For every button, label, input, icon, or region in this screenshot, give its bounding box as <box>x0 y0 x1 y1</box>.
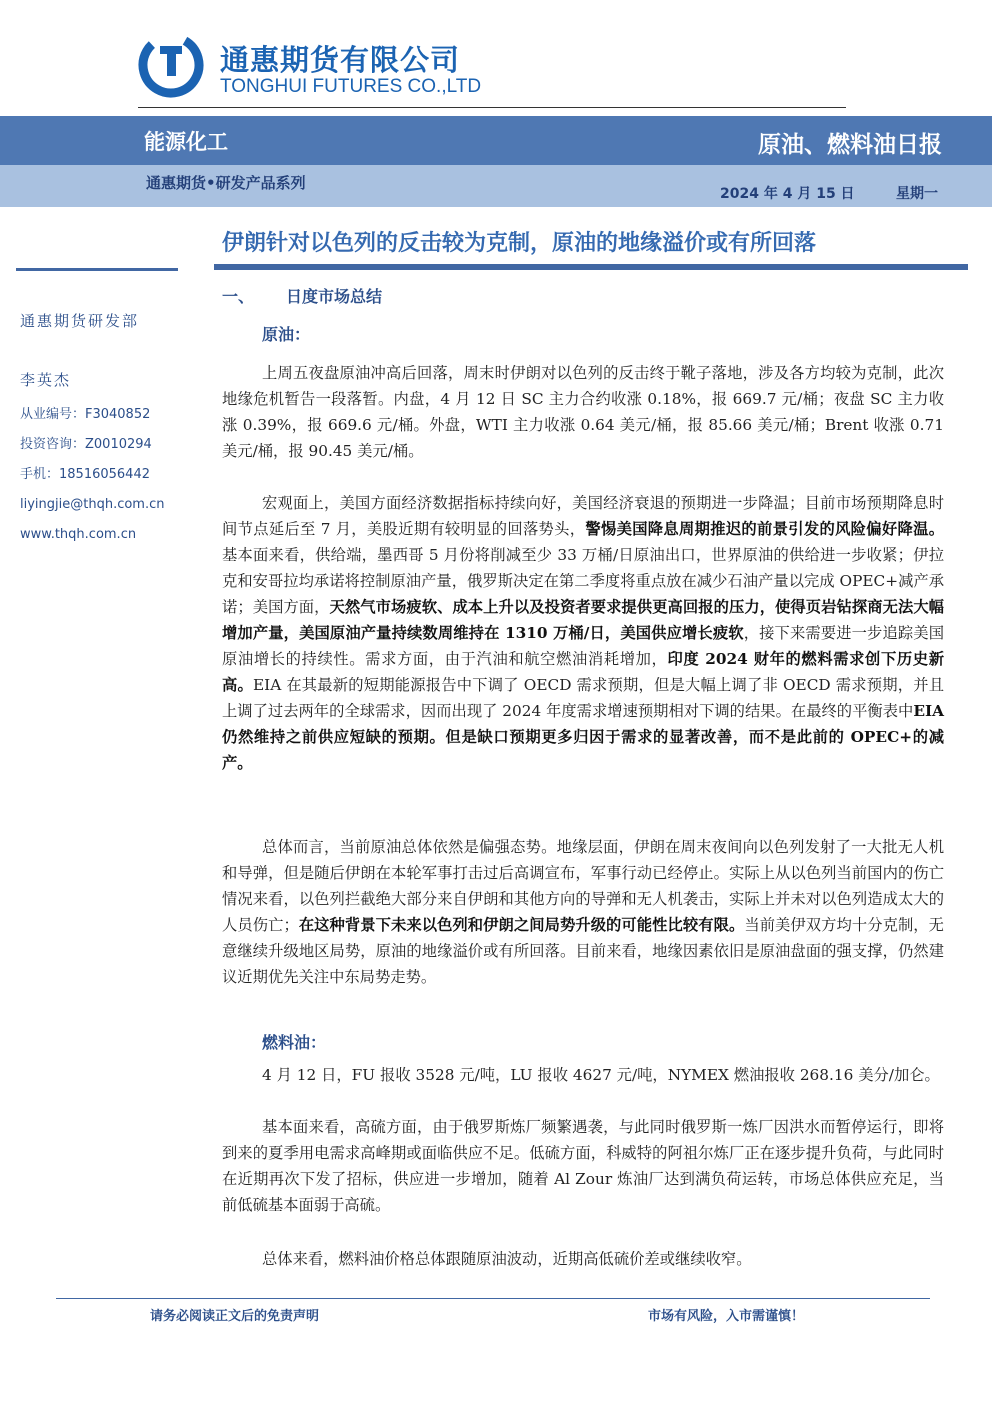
sidebar-divider <box>16 268 178 271</box>
consult-number: 投资咨询：Z0010294 <box>20 437 152 452</box>
license-number: 从业编号：F3040852 <box>20 407 151 422</box>
headline: 伊朗针对以色列的反击较为克制，原油的地缘溢价或有所回落 <box>222 231 817 256</box>
logo-divider <box>138 107 846 108</box>
headline-divider <box>214 264 968 270</box>
email-link[interactable]: liyingjie@thqh.com.cn <box>20 497 165 512</box>
fuel-heading: 燃料油： <box>262 1033 327 1052</box>
author-sidebar <box>20 310 190 550</box>
company-logo <box>138 32 482 108</box>
website-link[interactable]: www.thqh.com.cn <box>20 527 137 542</box>
fuel-paragraph-3: 总体来看，燃料油价格总体跟随原油波动，近期高低硫价差或继续收窄。 <box>262 1250 752 1268</box>
fuel-paragraph-1: 4 月 12 日，FU 报收 3528 元/吨，LU 报收 4627 元/吨，NYMEX 燃油报收 268.16 美分/加仑。 <box>262 1066 940 1084</box>
sector-label: 能源化工 <box>144 130 228 154</box>
section-number: 一、 <box>222 287 255 306</box>
company-name-en: TONGHUI FUTURES CO.,LTD <box>220 76 482 97</box>
report-date: 2024 年 4 月 15 日 <box>720 186 855 202</box>
section-title <box>222 284 382 307</box>
section-title-text: 日度市场总结 <box>286 287 383 306</box>
fuel-paragraph-2: 基本面来看，高硫方面，由于俄罗斯炼厂频繁遇袭，与此同时俄罗斯一炼厂因洪水而暂停运行，即将到来的夏季用电需求高峰期或面临供应不足。低硫方面，科威特的阿祖尔炼厂正在逐步提升负荷，与此同时在近期再次下发了招标，供应进一步增加，随着 Al Zour 炼油厂达到满负荷运转，市场总体供应充足，当前低硫基本面弱于高硫。 <box>222 1118 944 1214</box>
analyst-name: 李英杰 <box>20 371 72 389</box>
company-name-cn: 通惠期货有限公司 <box>220 43 461 77</box>
company-logo-icon <box>138 32 204 98</box>
report-weekday: 星期一 <box>896 186 938 202</box>
report-name: 原油、燃料油日报 <box>758 132 942 158</box>
crude-paragraph-2: 宏观面上，美国方面经济数据指标持续向好，美国经济衰退的预期进一步降温；目前市场预期降息时间节点延后至 7 月，美股近期有较明显的回落势头，警惕美国降息周期推迟的前景引发的风险偏好降温。基本面来看，供给端，墨西哥 5 月份将削减至少 33 万桶/日原油出口，世界原油的供给进一步收紧；伊拉克和安哥拉均承诺将控制原油产量，俄罗斯决定在第二季度将重点放在减少石油产量以完成 OPEC+减产承诺；美国方面，天然气市场疲软、成本上升以及投资者要求提供更高回报的压力，使得页岩钻探商无法大幅增加产量，美国原油产量持续数周维持在 1310 万桶/日，美国供应增长疲软，接下来需要进一步追踪美国原油增长的持续性。需求方面，由于汽油和航空燃油消耗增加，印度 2024 财年的燃料需求创下历史新高。EIA 在其最新的短期能源报告中下调了 OECD 需求预期，但是大幅上调了非 OECD 需求预期，并且上调了过去两年的全球需求，因而出现了 2024 年度需求增速预期相对下调的结果。在最终的平衡表中EIA 仍然维持之前供应短缺的预期。但是缺口预期更多归因于需求的显著改善，而不是此前的 OPEC+的减产。 <box>222 494 944 772</box>
footer-divider <box>56 1298 930 1299</box>
phone-number: 手机：18516056442 <box>20 467 150 482</box>
crude-paragraph-1: 上周五夜盘原油冲高后回落，周末时伊朗对以色列的反击终于靴子落地，涉及各方均较为克制，此次地缘危机暂告一段落暂。内盘，4 月 12 日 SC 主力合约收涨 0.18%，报 669.7 元/桶；夜盘 SC 主力收涨 0.39%，报 669.6 元/桶。外盘，WTI 主力收涨 0.64 美元/桶，报 85.66 美元/桶；Brent 收涨 0.71 美元/桶，报 90.45 美元/桶。 <box>222 364 944 460</box>
risk-warning: 市场有风险，入市需谨慎！ <box>648 1309 805 1324</box>
disclaimer-note[interactable]: 请务必阅读正文后的免责声明 <box>150 1309 320 1324</box>
crude-heading: 原油： <box>262 325 311 344</box>
department: 通惠期货研发部 <box>20 312 140 330</box>
crude-paragraph-3: 总体而言，当前原油总体依然是偏强态势。地缘层面，伊朗在周末夜间向以色列发射了一大批无人机和导弹，但是随后伊朗在本轮军事打击过后高调宣布，军事行动已经停止。实际上从以色列当前国内的伤亡情况来看，以色列拦截绝大部分来自伊朗和其他方向的导弹和无人机袭击，实际上并未对以色列造成太大的人员伤亡；在这种背景下未来以色列和伊朗之间局势升级的可能性比较有限。当前美伊双方均十分克制，无意继续升级地区局势，原油的地缘溢价或有所回落。目前来看，地缘因素依旧是原油盘面的强支撑，仍然建议近期优先关注中东局势走势。 <box>222 838 944 986</box>
series-label: 通惠期货•研发产品系列 <box>146 174 306 192</box>
